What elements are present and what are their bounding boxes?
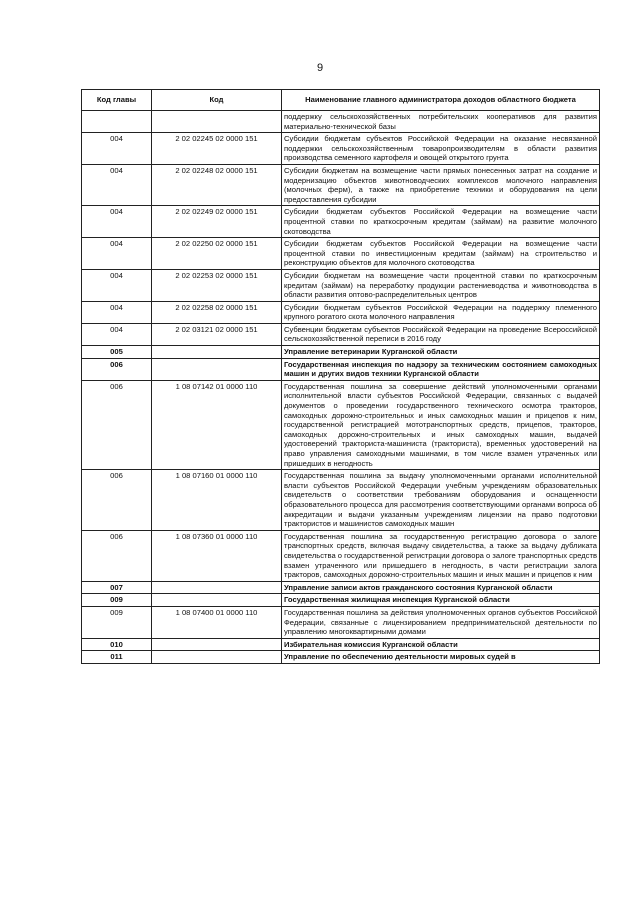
- table-row: [82, 206, 600, 238]
- table-row: [82, 638, 600, 651]
- cell-chapter-code: 005: [82, 346, 152, 359]
- table-row: [82, 323, 600, 345]
- cell-chapter-code: 011: [82, 651, 152, 664]
- cell-administrator-name: Управление записи актов гражданского состояния Курганской области: [282, 581, 600, 594]
- cell-code: 2 02 03121 02 0000 151: [152, 323, 282, 345]
- cell-code: [152, 358, 282, 380]
- cell-administrator-name: Избирательная комиссия Курганской области: [282, 638, 600, 651]
- cell-administrator-name: Субсидии бюджетам субъектов Российской Федерации на поддержку племенного крупного рогатого скота молочного направления: [282, 301, 600, 323]
- cell-chapter-code: 004: [82, 164, 152, 205]
- cell-administrator-name: Государственная инспекция по надзору за техническим состоянием самоходных машин и других видов техники Курганской области: [282, 358, 600, 380]
- cell-administrator-name: Управление ветеринарии Курганской области: [282, 346, 600, 359]
- cell-code: 1 08 07400 01 0000 110: [152, 606, 282, 638]
- cell-chapter-code: 004: [82, 238, 152, 270]
- cell-code: [152, 638, 282, 651]
- cell-administrator-name: Субсидии бюджетам субъектов Российской Федерации на возмещение части процентной ставки по краткосрочным кредитам (займам) на развитие молочного скотоводства: [282, 206, 600, 238]
- table-row: [82, 594, 600, 607]
- table-row: [82, 581, 600, 594]
- table-row: [82, 164, 600, 205]
- cell-code: [152, 651, 282, 664]
- cell-chapter-code: 006: [82, 380, 152, 469]
- cell-chapter-code: 004: [82, 269, 152, 301]
- cell-administrator-name: Государственная пошлина за действия уполномоченных органов субъектов Российской Федерации, связанные с лицензированием предпринимательской деятельности по управлению многоквартирными домами: [282, 606, 600, 638]
- revenue-administrators-table: [81, 89, 600, 664]
- cell-chapter-code: 004: [82, 133, 152, 165]
- cell-code: 2 02 02245 02 0000 151: [152, 133, 282, 165]
- cell-administrator-name: Субсидии бюджетам на возмещение части процентной ставки по краткосрочным кредитам (займам) на переработку продукции растениеводства и животноводства в области развития оптово-распределительных центров: [282, 269, 600, 301]
- table-row: [82, 111, 600, 133]
- cell-chapter-code: 009: [82, 594, 152, 607]
- table-row: [82, 470, 600, 531]
- page-number: 9: [316, 62, 324, 74]
- cell-code: [152, 581, 282, 594]
- cell-chapter-code: 006: [82, 530, 152, 581]
- cell-code: 1 08 07360 01 0000 110: [152, 530, 282, 581]
- cell-chapter-code: 004: [82, 323, 152, 345]
- cell-administrator-name: Управление по обеспечению деятельности мировых судей в: [282, 651, 600, 664]
- cell-chapter-code: 004: [82, 206, 152, 238]
- cell-administrator-name: Государственная пошлина за государственную регистрацию договора о залоге транспортных средств, включая выдачу свидетельства, а также за выдачу дубликата свидетельства о государственной регистрации договора о залоге транспортных средств взамен утраченного или пришедшего в негодность, в части регистрации залога тракторов, самоходных дорожно-строительных машин и иных машин и прицепов к ним: [282, 530, 600, 581]
- cell-administrator-name: Субсидии бюджетам субъектов Российской Федерации на оказание несвязанной поддержки сельскохозяйственным товаропроизводителям в области развития производства семенного картофеля и овощей открытого грунта: [282, 133, 600, 165]
- cell-chapter-code: [82, 111, 152, 133]
- cell-administrator-name: Государственная жилищная инспекция Курганской области: [282, 594, 600, 607]
- cell-chapter-code: 007: [82, 581, 152, 594]
- header-administrator-name: Наименование главного администратора доходов областного бюджета: [282, 90, 600, 111]
- cell-chapter-code: 006: [82, 358, 152, 380]
- cell-code: 1 08 07142 01 0000 110: [152, 380, 282, 469]
- cell-chapter-code: 004: [82, 301, 152, 323]
- cell-chapter-code: 006: [82, 470, 152, 531]
- cell-code: 2 02 02253 02 0000 151: [152, 269, 282, 301]
- cell-code: 1 08 07160 01 0000 110: [152, 470, 282, 531]
- cell-chapter-code: 010: [82, 638, 152, 651]
- cell-code: [152, 346, 282, 359]
- table-row: [82, 358, 600, 380]
- table-row: [82, 269, 600, 301]
- cell-code: 2 02 02248 02 0000 151: [152, 164, 282, 205]
- table-header-row: [82, 90, 600, 111]
- table-row: [82, 651, 600, 664]
- table-row: [82, 346, 600, 359]
- cell-code: 2 02 02249 02 0000 151: [152, 206, 282, 238]
- header-code: Код: [152, 90, 282, 111]
- header-chapter-code: Код главы: [82, 90, 152, 111]
- cell-code: 2 02 02258 02 0000 151: [152, 301, 282, 323]
- table-row: [82, 380, 600, 469]
- cell-administrator-name: Субвенции бюджетам субъектов Российской Федерации на проведение Всероссийской сельскохозяйственной переписи в 2016 году: [282, 323, 600, 345]
- cell-administrator-name: Государственная пошлина за выдачу уполномоченными органами исполнительной власти субъектов Российской Федерации учебным учреждениям образовательных свидетельств о соответствии требованиям оборудования и оснащенности образовательного процесса для рассмотрения соответствующими органами вопроса об аккредитации и выдачи указанным учреждениям лицензии на право подготовки трактористов и машинистов самоходных машин: [282, 470, 600, 531]
- table-row: [82, 301, 600, 323]
- table-row: [82, 133, 600, 165]
- cell-code: [152, 111, 282, 133]
- cell-chapter-code: 009: [82, 606, 152, 638]
- cell-code: 2 02 02250 02 0000 151: [152, 238, 282, 270]
- table-row: [82, 238, 600, 270]
- cell-administrator-name: Субсидии бюджетам на возмещение части прямых понесенных затрат на создание и модернизацию объектов животноводческих комплексов молочного направления (молочных ферм), а также на приобретение техники и оборудования на цели предоставления субсидии: [282, 164, 600, 205]
- cell-administrator-name: Государственная пошлина за совершение действий уполномоченными органами исполнительной власти субъектов Российской Федерации, связанных с выдачей документов о проведении государственного технического осмотра тракторов, самоходных дорожно-строительных и иных самоходных машин и прицепов к ним, государственной регистрацией мототранспортных средств, прицепов, тракторов, самоходных дорожно-строительных и иных самоходных машин, выдачей удостоверений тракториста-машиниста (тракториста), временных удостоверений на право управления самоходными машинами, в том числе взамен утраченных или пришедших в негодность: [282, 380, 600, 469]
- table-row: [82, 530, 600, 581]
- table-row: [82, 606, 600, 638]
- cell-code: [152, 594, 282, 607]
- cell-administrator-name: Субсидии бюджетам субъектов Российской Федерации на возмещение части процентной ставки по инвестиционным кредитам (займам) на строительство и реконструкцию объектов для молочного скотоводства: [282, 238, 600, 270]
- cell-administrator-name: поддержку сельскохозяйственных потребительских кооперативов для развития материально-технической базы: [282, 111, 600, 133]
